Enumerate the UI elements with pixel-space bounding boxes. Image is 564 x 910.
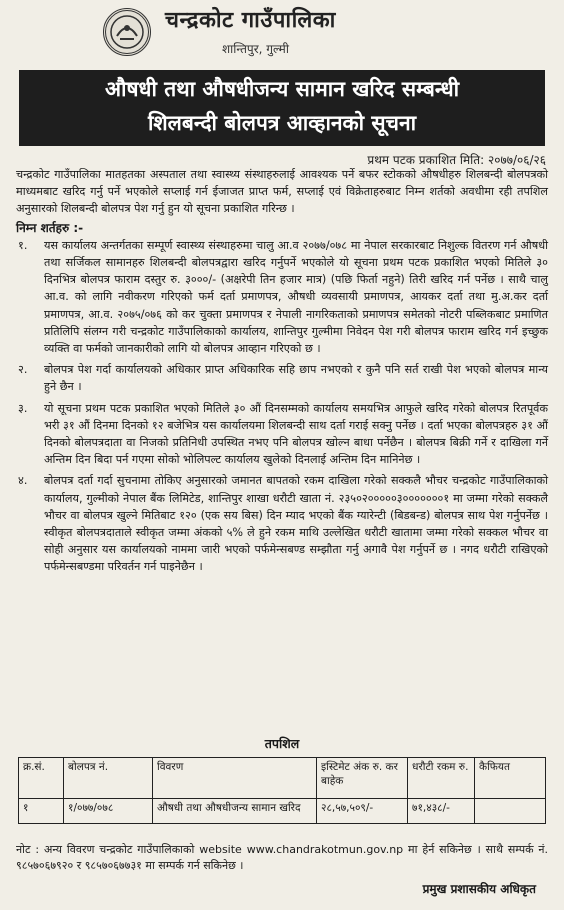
condition-text: बोलपत्र पेश गर्दा कार्यालयको अधिकार प्राप्त अधिकारिक सहि छाप नभएको र कुनै पनि सर्त राखी पेश भएको बोलपत्र मान्य हुने छैन ।: [44, 363, 548, 394]
condition-number: २.: [18, 363, 28, 377]
condition-text: बोलपत्र दर्ता गर्दा सुचनामा तोकिए अनुसारको जमानत बापतको रकम दाखिला गरेको सक्कलै भौचर चन्द्रकोट गाउँपालिकाको कार्यालय, गुल्मीको नेपाल बैंक लिमिटेड, शान्तिपुर शाखा धरौटी खाता नं. २३५०२०००००३०००००००१ मा जम्मा गरेको सक्कलै भौचर वा बोलपत्र खुल्ने मितिबाट १२० (एक सय बिस) दिन म्याद भएको बैंक ग्यारेन्टी (बिडबन्ड) बोलपत्र साथ पेश गर्नुपर्नेछ । स्वीकृत बोलपत्रदाताले स्वीकृत जम्मा अंकको ५% ले हुने रकम माथि उल्लेखित धरौटी खातामा जम्मा गरेको सक्कल भौचर वा सोही अनुसार यस कार्यालयको नाममा जारी भएको पर्फमेन्सबण्ड सम्झौता गर्नु अगावै पेश गर्नुपर्ने छ । नगद धरौटी राखिएको पर्फमेन्सबण्डमा परिवर्तन गर्न पाइनेछैन ।: [44, 474, 548, 574]
column-header-bid-number: बोलपत्र नं.: [64, 758, 153, 799]
details-table: [18, 757, 546, 824]
notice-title-line-2: शिलबन्दी बोलपत्र आव्हानको सूचना: [147, 111, 417, 135]
condition-number: ४.: [18, 474, 28, 488]
column-header-remarks: कैफियत: [475, 758, 546, 799]
condition-item: [16, 237, 548, 357]
condition-text: यस कार्यालय अन्तर्गतका सम्पूर्ण स्वास्थ्य संस्थाहरुमा चालु आ.व २०७७/०७८ मा नेपाल सरकारबाट निशुल्क वितरण गर्न औषधी तथा सर्जिकल सामानहरु शिलबन्दी बोलपत्रद्वारा खरिद गर्नुपर्ने भएकोले यो सूचना प्रथम पटक प्रकाशित भएको मितिले ३० दिनभित्र बोलपत्र फाराम दस्तुर रु. ३०००/- (अक्षरेपी तिन हजार मात्र) (पछि फिर्ता नहुने) तिरी खरिद गर्न पर्नेछ । साथै चालु आ.व. को लागि नवीकरण गरिएको फर्म दर्ता प्रमाणपत्र, औषधी व्यवसायी प्रमाणपत्र, आयकर दर्ता तथा मु.अ.कर दर्ता प्रमाणपत्र, आ.व. २०७५/०७६ को कर चुक्ता प्रमाणपत्र र नेपाली नागरिकताको प्रमाणपत्र समेतको नोटरी पब्लिकबाट प्रमाणित प्रतिलिपि संलग्न गरी चन्द्रकोट गाउँपालिकाको कार्यालय, शान्तिपुर गुल्मीमा निवेदन पेश गरी बोलपत्र फाराम खरिद गर्न इच्छुक व्यक्ति वा फर्मको जानकारीको लागि यो बोलपत्र आव्हान गरिएको छ ।: [44, 238, 548, 356]
notice-title: [19, 70, 545, 146]
condition-item: [16, 400, 548, 469]
municipal-seal-icon: [103, 8, 151, 56]
publication-date-value: २०७७/०६/२६: [487, 153, 546, 167]
column-header-description: विवरण: [153, 758, 317, 799]
condition-number: १.: [18, 238, 28, 252]
condition-item: [16, 472, 548, 575]
condition-item: [16, 361, 548, 395]
header: [0, 0, 564, 70]
cell-remarks: [475, 799, 546, 824]
column-header-estimate: इस्टिमेट अंक रु. कर बाहेक: [317, 758, 408, 799]
column-header-serial: क्र.सं.: [19, 758, 64, 799]
conditions-heading: निम्न शर्तहरु :-: [16, 220, 84, 235]
organization-address: शान्तिपुर, गुल्मी: [222, 42, 289, 56]
conditions-list: [16, 237, 548, 576]
table-caption: तपशिल: [264, 736, 300, 751]
table-row: [19, 799, 546, 824]
signatory: प्रमुख प्रशासकीय अधिकृत: [422, 882, 536, 896]
cell-description: औषधी तथा औषधीजन्य सामान खरिद: [153, 799, 317, 824]
publication-date-label: प्रथम पटक प्रकाशित मिति:: [367, 153, 485, 167]
cell-estimate: २८,५७,५०९/-: [317, 799, 408, 824]
column-header-deposit: धरौटी रकम रु.: [408, 758, 475, 799]
condition-text: यो सूचना प्रथम पटक प्रकाशित भएको मितिले ३० औं दिनसम्मको कार्यालय समयभित्र आफुले खरिद गरेको बोलपत्र रितपूर्वक भरी ३१ औं दिनमा दिनको १२ बजेभित्र यस कार्यालयमा शिलबन्दी साथ दर्ता गराई सक्नु पर्नेछ । दर्ता भएका बोलपत्रहरु ३१ औं दिनको बोलपत्रदाता वा निजको प्रतिनिधी उपस्थित नभए पनि बोलपत्र खोल्न बाधा पर्नेछैन । बोलपत्र बिक्री गर्ने र दाखिला गर्ने अन्तिम दिन बिदा पर्न गएमा सोको भोलिपल्ट कार्यालय खुलेको दिनलाई अन्तिम दिन मानिनेछ ।: [44, 401, 548, 467]
cell-deposit: ७१,४३८/-: [408, 799, 475, 824]
organization-name: चन्द्रकोट गाउँपालिका: [165, 8, 336, 33]
cell-bid-number: १/०७७/०७८: [64, 799, 153, 824]
footer-note: नोट : अन्य विवरण चन्द्रकोट गाउँपालिकाको website www.chandrakotmun.gov.np मा हेर्न सकिनेछ । साथै सम्पर्क नं. ९८५७०६७९२० र ९८५७०६७७३१ मा सम्पर्क गर्न सकिनेछ ।: [16, 843, 548, 872]
condition-number: ३.: [18, 401, 28, 415]
intro-paragraph: चन्द्रकोट गाउँपालिका मातहतका अस्पताल तथा स्वास्थ्य संस्थाहरुलाई आवश्यक पर्ने बफर स्टोकको औषधीहरु शिलबन्दी बोलपत्रको माध्यमबाट खरिद गर्नु पर्ने भएकोले सप्लाई गर्न ईजाजत प्राप्त फर्म, सप्लाई एवं विक्रेताहरुबाट निम्न शर्तको अवधीमा रही तपशिल अनुसारको शिलबन्दी बोलपत्र पेश गर्नु हुन यो सूचना प्रकाशित गरिन्छ ।: [16, 168, 548, 216]
table-header-row: [19, 758, 546, 799]
notice-body: [16, 166, 548, 580]
cell-serial: १: [19, 799, 64, 824]
notice-title-line-1: औषधी तथा औषधीजन्य सामान खरिद सम्बन्धी: [104, 77, 460, 101]
